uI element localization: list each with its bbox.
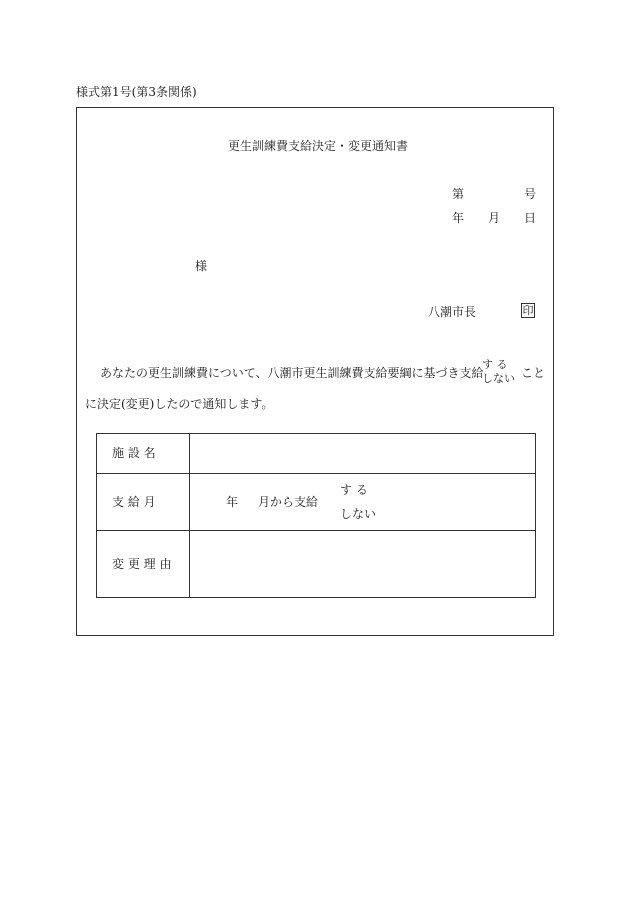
document-title: 更生訓練費支給決定・変更通知書	[228, 139, 409, 153]
payment-option-do: す る	[340, 483, 368, 497]
date-year: 年	[452, 211, 465, 225]
payment-option-not: しない	[340, 507, 377, 521]
doc-number-prefix: 第	[452, 187, 465, 201]
date-month: 月	[488, 211, 501, 225]
body-option-do: す る	[482, 358, 508, 371]
form-number-label: 様式第1号(第3条関係)	[76, 85, 197, 99]
table-row-divider	[97, 473, 535, 474]
body-line-2: に決定(変更)したので通知します。	[85, 397, 274, 411]
detail-table	[96, 433, 536, 598]
payment-month-label: 支 給 月	[112, 495, 156, 509]
date-day: 日	[524, 211, 537, 225]
payment-month-text: 月から支給	[258, 495, 319, 509]
change-reason-label: 変 更 理 由	[112, 557, 172, 571]
table-column-divider	[189, 434, 190, 597]
table-row-divider	[97, 530, 535, 531]
body-option-not: しない	[482, 372, 515, 385]
body-line-1: あなたの更生訓練費について、八潮市更生訓練費支給要綱に基づき支給	[100, 366, 484, 380]
body-line-1-tail: こと	[521, 366, 546, 380]
seal-mark: 印	[522, 304, 534, 317]
payment-month-year: 年	[226, 495, 239, 509]
facility-name-label: 施 設 名	[112, 446, 156, 460]
addressee-suffix: 様	[195, 259, 208, 273]
doc-number-suffix: 号	[524, 187, 537, 201]
issuer-name: 八潮市長	[428, 305, 477, 319]
